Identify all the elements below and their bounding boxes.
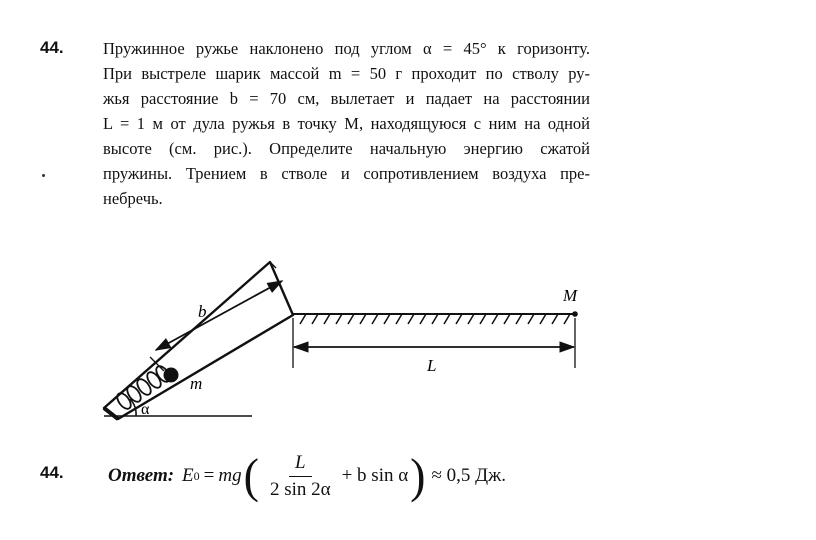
answer-close-paren: ) [410, 448, 426, 503]
answer-formula [108, 448, 506, 504]
hatch-mark [372, 314, 378, 324]
hatch-mark [552, 314, 558, 324]
hatch-mark [456, 314, 462, 324]
label-b: b [198, 302, 207, 321]
hatch-mark [420, 314, 426, 324]
label-alpha: α [141, 401, 150, 418]
answer-equals: = [203, 465, 215, 486]
fraction-denominator: 2 sin 2α [269, 478, 331, 500]
hatch-mark [396, 314, 402, 324]
answer-number: 44. [40, 463, 64, 482]
answer-lead: Ответ: [108, 465, 175, 486]
answer-fraction [264, 452, 337, 501]
problem-line: жья расстояние b = 70 см, вылетает и падает на расстоянии [103, 89, 590, 108]
hatch-mark [528, 314, 534, 324]
label-m: m [190, 374, 203, 393]
hatch-mark [480, 314, 486, 324]
hatch-mark [516, 314, 522, 324]
problem-line: небречь. [103, 189, 163, 208]
problem-line: Пружинное ружье наклонено под углом α = 45° к горизонту. [103, 39, 590, 58]
answer-plus-term: + b sin α [341, 465, 409, 486]
answer-lhs: E [182, 465, 194, 486]
hatch-mark [408, 314, 414, 324]
problem-line: высоте (см. рис.). Определите начальную энергию сжатой [103, 139, 590, 158]
problem-number: 44. [40, 38, 64, 57]
hatch-mark [492, 314, 498, 324]
hatch-mark [468, 314, 474, 324]
b-dimension-arrow [156, 281, 282, 350]
hatch-mark [444, 314, 450, 324]
hatch-mark [564, 314, 570, 324]
hatch-mark [540, 314, 546, 324]
label-m-point: M [563, 286, 578, 305]
answer-lhs-subscript: 0 [193, 468, 200, 483]
label-l: L [427, 356, 437, 375]
problem-line: При выстреле шарик массой m = 50 г проходит по стволу ру- [103, 64, 590, 83]
problem-line: пружины. Трением в стволе и сопротивлением воздуха пре- [103, 164, 590, 183]
gun-barrel [104, 262, 293, 419]
hatch-mark [300, 314, 306, 324]
answer-open-paren: ( [243, 448, 259, 503]
hatch-mark [312, 314, 318, 324]
surface-hatching [300, 314, 570, 324]
hatch-mark [432, 314, 438, 324]
hatch-mark [360, 314, 366, 324]
problem-line: L = 1 м от дула ружья в точку M, находящуюся с ним на одной [103, 114, 590, 133]
answer-mg: mg [218, 465, 242, 486]
hatch-mark [384, 314, 390, 324]
hatch-mark [504, 314, 510, 324]
hatch-mark [336, 314, 342, 324]
hatch-mark [324, 314, 330, 324]
ball [164, 368, 179, 383]
hatch-mark [348, 314, 354, 324]
answer-result: ≈ 0,5 Дж. [431, 465, 507, 486]
point-m [572, 311, 578, 317]
gun-butt [104, 408, 118, 419]
fraction-numerator: L [289, 452, 312, 477]
